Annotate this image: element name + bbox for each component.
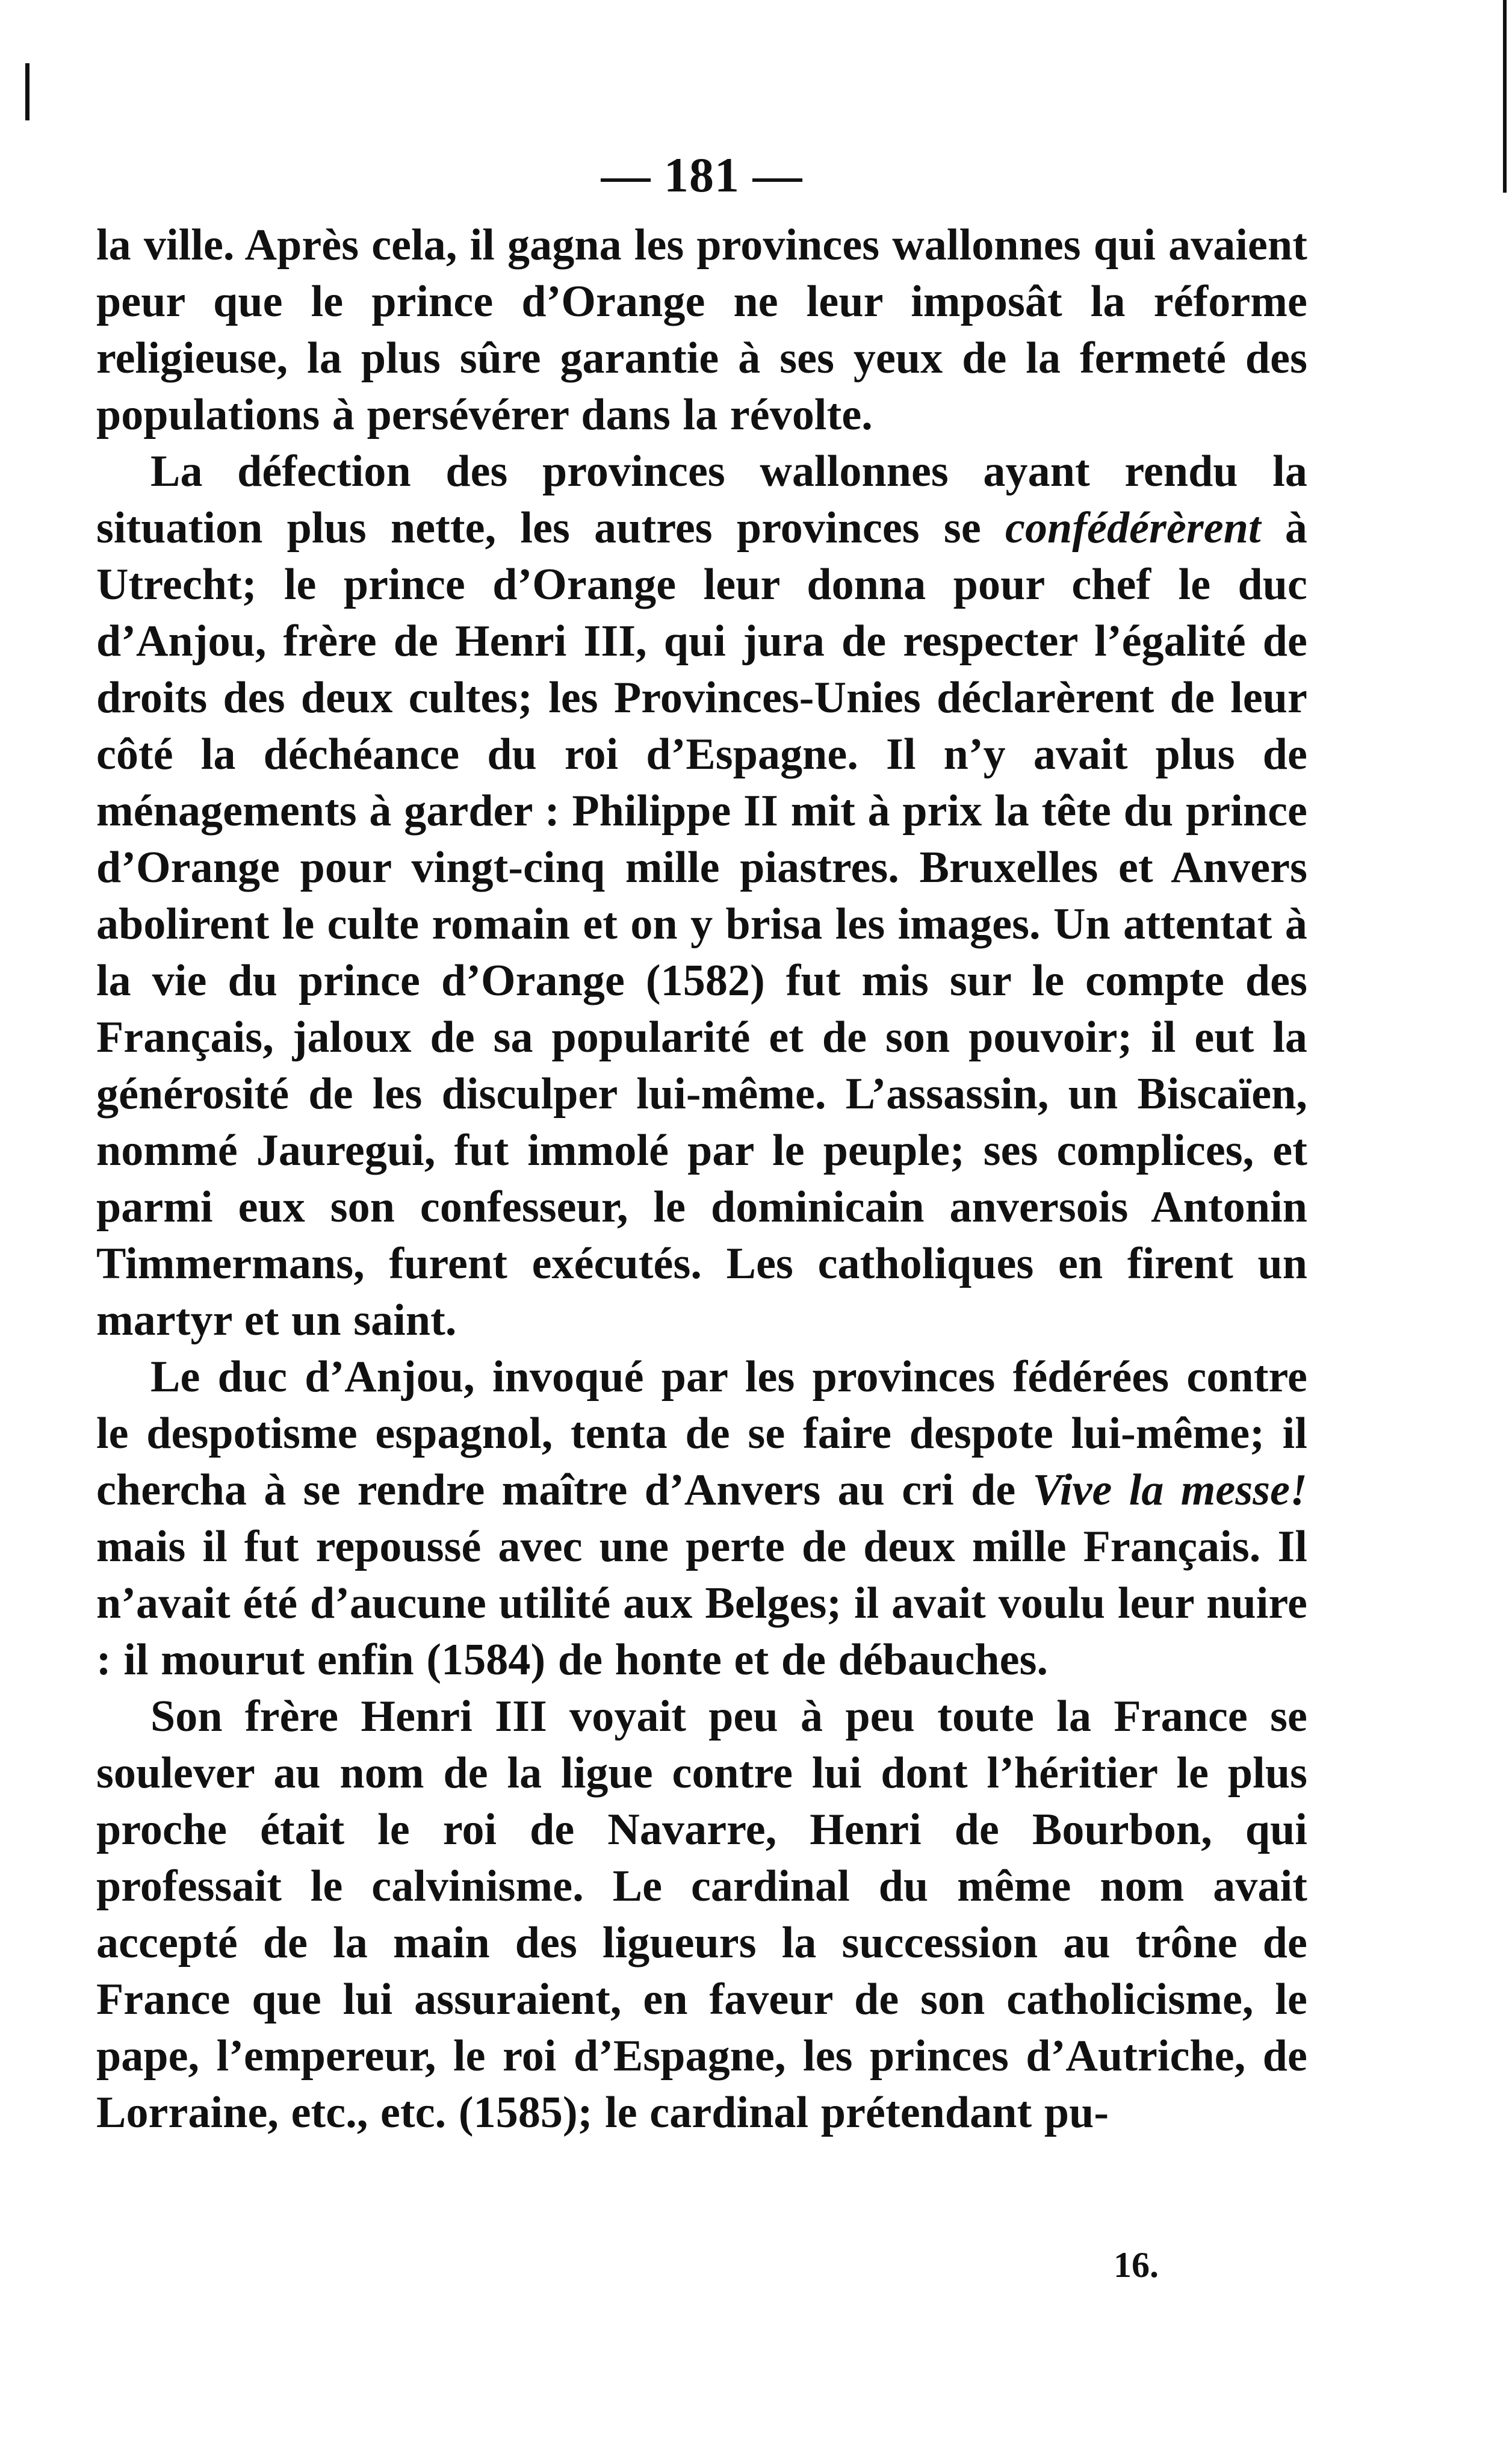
paragraph-2-suffix: à Utrecht; le prince d’Orange leur donna pour chef le duc d’Anjou, frère de Henri III, qui jura de respecter l’égalité de droits des deux cultes; les Provinces-Unies déclarèrent de leur côté la déchéance du roi d’Espagne. Il n’y avait plus de ménagements à garder : Philippe II mit à prix la tête du prince d’Orange pour vingt-cinq mille piastres. Bruxelles et Anvers abolirent le culte romain et on y brisa les images. Un attentat à la vie du prince d’Orange (1582) fut mis sur le compte des Français, jaloux de sa popularité et de son pouvoir; il eut la générosité de les disculper lui-même. L’assassin, un Biscaïen, nommé Jauregui, fut immolé par le peuple; ses complices, et parmi eux son confesseur, le dominicain anversois Antonin Timmermans, furent exécutés. Les catholiques en firent un martyr et un saint. [96, 503, 1307, 1345]
right-margin-rule [1503, 0, 1507, 193]
paragraph-1: la ville. Après cela, il gagna les provinces wallonnes qui avaient peur que le prince d’Orange ne leur imposât la réforme religieuse, la plus sûre garantie à ses yeux de la fermeté des populations à persévérer dans la révolte. [96, 220, 1307, 440]
book-page [96, 148, 1307, 2141]
paragraph-4: Son frère Henri III voyait peu à peu toute la France se soulever au nom de la ligue contre lui dont l’héritier le plus proche était le roi de Navarre, Henri de Bourbon, qui professait le calvinisme. Le cardinal du même nom avait accepté de la main des ligueurs la succession au trône de France que lui assuraient, en faveur de son catholicisme, le pape, l’empereur, le roi d’Espagne, les princes d’Autriche, de Lorraine, etc., etc. (1585); le cardinal prétendant pu- [96, 1692, 1307, 2137]
paragraph-3-suffix: mais il fut repoussé avec une perte de deux mille Français. Il n’avait été d’aucune utilité aux Belges; il avait voulu leur nuire : il mourut enfin (1584) de honte et de débauches. [96, 1522, 1307, 1685]
paragraph-2-italic: confédérèrent [1005, 503, 1261, 553]
paragraph-3-italic: Vive la messe! [1032, 1465, 1307, 1515]
paragraph-2 [96, 443, 1307, 1349]
paragraph-3 [96, 1349, 1307, 1688]
paragraph-3-prefix: Le duc d’Anjou, invoqué par les provinces fédérées contre le despotisme espagnol, tenta de se faire despote lui-même; il chercha à se rendre maître d’Anvers au cri de [96, 1352, 1307, 1515]
paragraph-2-prefix: La défection des provinces wallonnes ayant rendu la situation plus nette, les autres provinces se [96, 447, 1307, 553]
printer-signature: 16. [1114, 2245, 1159, 2285]
page-number: — 181 — [601, 148, 803, 202]
left-margin-rule [25, 63, 29, 120]
